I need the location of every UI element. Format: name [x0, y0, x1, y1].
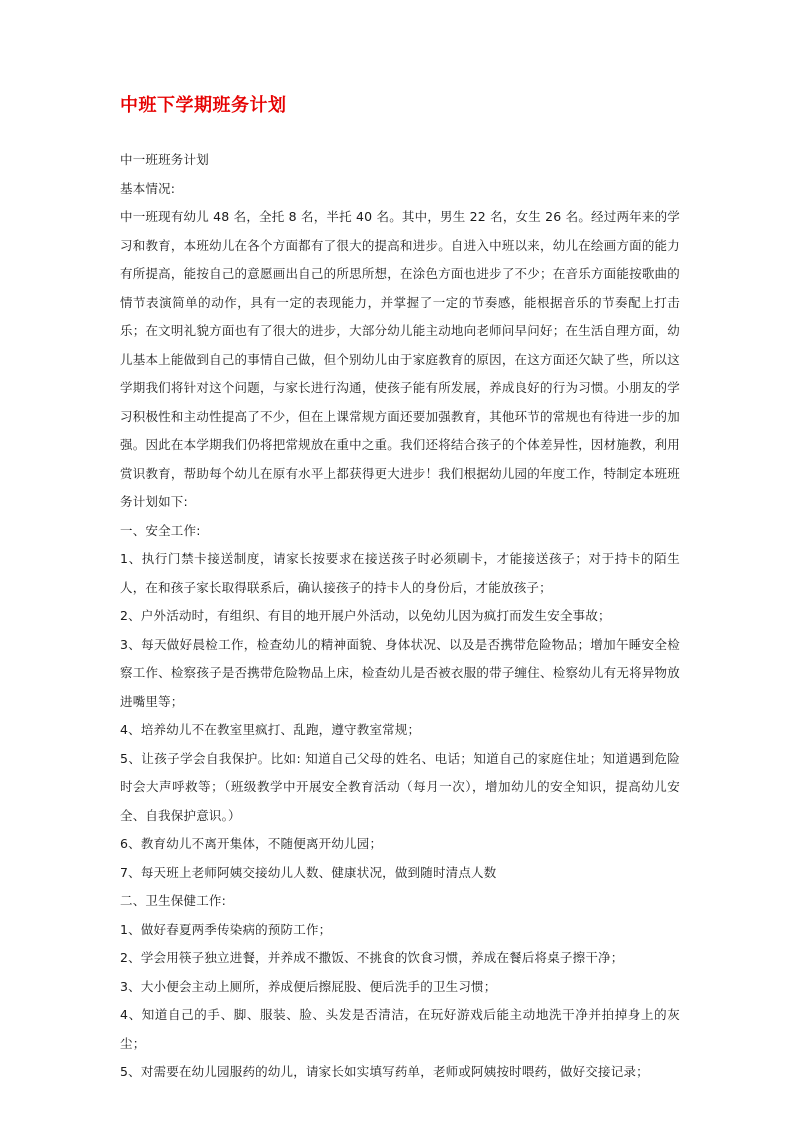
safety-item-2: 2、户外活动时，有组织、有目的地开展户外活动，以免幼儿因为疯打而发生安全事故； [120, 608, 611, 623]
basic-situation-heading: 基本情况: [120, 180, 176, 196]
safety-item-4: 4、培养幼儿不在教室里疯打、乱跑，遵守教室常规； [120, 722, 421, 737]
health-item-2: 2、学会用筷子独立进餐，并养成不撒饭、不挑食的饮食习惯，养成在餐后将桌子擦干净； [120, 950, 624, 965]
safety-item-6: 6、教育幼儿不离开集体，不随便离开幼儿园； [120, 836, 383, 851]
health-item-1: 1、做好春夏两季传染病的预防工作； [120, 921, 332, 937]
document-title: 中班下学期班务计划 [120, 95, 287, 116]
safety-item-7: 7、每天班上老师阿姨交接幼儿人数、健康状况，做到随时清点人数 [120, 864, 497, 880]
basic-situation-paragraph: 中一班现有幼儿 48 名，全托 8 名，半托 40 名。其中，男生 22 名，女生 26 名。经过两年来的学习和教育，本班幼儿在各个方面都有了很大的提高和进步。自进入中班以来，幼儿在绘画方面的能力有所提高，能按自己的意愿画出自己的所思所想，在涂色方面也进步了不少；在音乐方面能按歌曲的情节表演简单的动作，具有一定的表现能力，并掌握了一定的节奏感，能根据音乐的节奏配上打击乐；在文明礼貌方面也有了很大的进步，大部分幼儿能主动地向老师问早问好；在生活自理方面，幼儿基本上能做到自己的事情自己做，但个别幼儿由于家庭教育的原因，在这方面还欠缺了些，所以这学期我们将针对这个问题，与家长进行沟通，使孩子能有所发展，养成良好的行为习惯。小朋友的学习积极性和主动性提高了不少，但在上课常规方面还要加强教育，其他环节的常规也有待进一步的加强。因此在本学期我们仍将把常规放在重中之重。我们还将结合孩子的个体差异性，因材施教，利用赏识教育，帮助每个幼儿在原有水平上都获得更大进步！我们根据幼儿园的年度工作，特制定本班班务计划如下: [120, 209, 680, 509]
class-plan-heading: 中一班班务计划 [120, 152, 209, 167]
health-item-3: 3、大小便会主动上厕所，养成便后擦屁股、便后洗手的卫生习惯； [120, 978, 497, 994]
health-item-5: 5、对需要在幼儿园服药的幼儿，请家长如实填写药单，老师或阿姨按时喂药，做好交接记录； [120, 1064, 649, 1079]
safety-item-5: 5、让孩子学会自我保护。比如: 知道自己父母的姓名、电话；知道自己的家庭住址；知道遇到危险时会大声呼救等；（班级教学中开展安全教育活动（每月一次），增加幼儿的安全知识，提高幼儿安全、自我保护意识。） [120, 750, 680, 823]
document-page [120, 92, 680, 1087]
safety-section-heading: 一、安全工作: [120, 522, 201, 538]
health-item-4: 4、知道自己的手、脚、服装、脸、头发是否清洁，在玩好游戏后能主动地洗干净并拍掉身上的灰尘； [120, 1007, 680, 1051]
safety-item-3: 3、每天做好晨检工作，检查幼儿的精神面貌、身体状况、以及是否携带危险物品；增加午睡安全检察工作、检察孩子是否携带危险物品上床，检查幼儿是否被衣服的带子缠住、检察幼儿有无将异物放进嘴里等； [120, 636, 680, 709]
health-section-heading: 二、卫生保健工作: [120, 893, 227, 908]
safety-item-1: 1、执行门禁卡接送制度，请家长按要求在接送孩子时必须刷卡，才能接送孩子；对于持卡的陌生人，在和孩子家长取得联系后，确认接孩子的持卡人的身份后，才能放孩子； [120, 551, 680, 595]
